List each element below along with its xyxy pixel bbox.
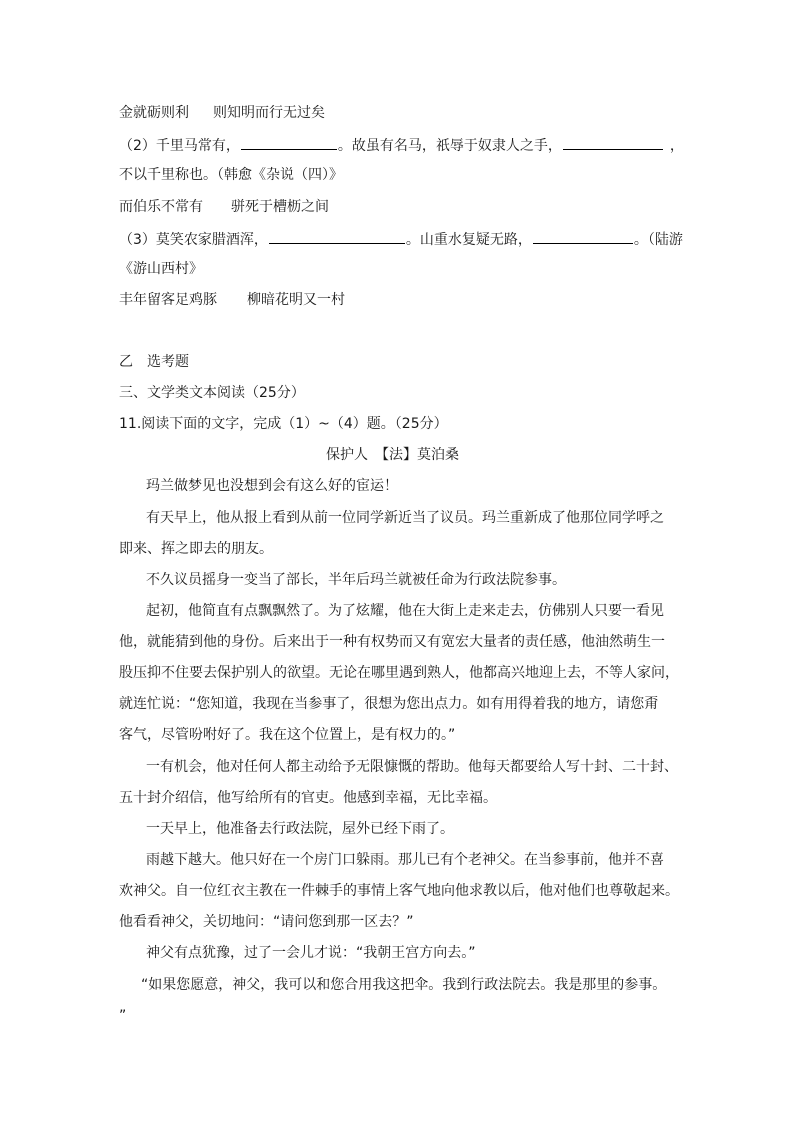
story-paragraph: ” <box>119 1008 127 1024</box>
answer-text: 丰年留客足鸡豚 <box>119 292 217 308</box>
story-paragraph: 客气，尽管吩咐好了。我在这个位置上，是有权力的。” <box>119 727 456 743</box>
story-paragraph: 不久议员摇身一变当了部长，半年后玛兰就被任命为行政法院参事。 <box>146 572 566 588</box>
answer-text: 则知明而行无过矣 <box>213 105 325 121</box>
story-paragraph: 就连忙说：“您知道，我现在当参事了，很想为您出点力。如有用得着我的地方，请您甭 <box>119 696 659 712</box>
story-paragraph: 五十封介绍信，他写给所有的官吏。他感到幸福，无比幸福。 <box>119 790 497 806</box>
blank-field[interactable] <box>563 134 663 150</box>
story-paragraph: 一天早上，他准备去行政法院，屋外已经下雨了。 <box>146 821 454 837</box>
answer-line-2 <box>119 197 329 217</box>
story-paragraph: “如果您愿意，神父，我可以和您合用我这把伞。我到行政法院去。我是那里的参事。 <box>141 977 667 993</box>
question-number: （2） <box>119 138 156 154</box>
story-paragraph: 欢神父。自一位红衣主教在一件棘手的事情上客气地向他求教以后，他对他们也尊敬起来。 <box>119 883 679 899</box>
blank-field[interactable] <box>241 134 337 150</box>
answer-line-3 <box>119 290 345 310</box>
question-prompt: 11.阅读下面的文字，完成（1）~（4）题。（25分） <box>119 416 448 432</box>
answer-line-1 <box>119 103 325 123</box>
question-text: 不以千里称也。（韩愈《杂说（四）》 <box>119 167 343 183</box>
blank-field[interactable] <box>269 228 405 244</box>
question-2-line-2 <box>119 165 343 185</box>
blank-field[interactable] <box>533 228 633 244</box>
story-paragraph: 他，就能猜到他的身份。后来出于一种有权势而又有宽宏大量者的责任感，他油然萌生一 <box>119 634 665 650</box>
story-paragraph: 股压抑不住要去保护别人的欲望。无论在哪里遇到熟人，他都高兴地迎上去，不等人家问， <box>119 665 679 681</box>
answer-text: 而伯乐不常有 <box>119 199 203 215</box>
question-number: （3） <box>119 232 156 248</box>
question-text: ， <box>669 138 684 154</box>
question-3-line-2 <box>119 259 203 279</box>
question-text: 。故虽有名马，祇辱于奴隶人之手， <box>337 138 562 154</box>
question-text: 。山重水复疑无路， <box>405 232 532 248</box>
story-paragraph: 起初，他简直有点飘飘然了。为了炫耀，他在大街上走来走去，仿佛别人只要一看见 <box>146 603 664 619</box>
question-text: 千里马常有， <box>155 138 240 154</box>
question-text: 《游山西村》 <box>119 261 203 277</box>
answer-text: 骈死于槽枥之间 <box>231 199 329 215</box>
story-paragraph: 有天早上，他从报上看到从前一位同学新近当了议员。玛兰重新成了他那位同学呼之 <box>146 510 664 526</box>
story-paragraph: 他看看神父，关切地问：“请问您到那一区去？” <box>119 914 414 930</box>
section-heading: 三、文学类文本阅读（25分） <box>119 385 305 401</box>
story-title: 保护人 【法】莫泊桑 <box>326 447 459 463</box>
question-2-line-1 <box>119 134 684 156</box>
story-paragraph: 雨越下越大。他只好在一个房门口躲雨。那儿已有个老神父。在当参事前，他并不喜 <box>146 852 664 868</box>
question-text: 莫笑农家腊酒浑， <box>155 232 268 248</box>
question-text: 。（陆游 <box>633 232 683 248</box>
answer-text: 金就砺则利 <box>119 105 189 121</box>
story-paragraph: 即来、挥之即去的朋友。 <box>119 541 273 557</box>
story-paragraph: 一有机会，他对任何人都主动给予无限慷慨的帮助。他每天都要给人写十封、二十封、 <box>146 759 678 775</box>
story-paragraph: 神父有点犹豫，过了一会儿才说：“我朝王宫方向去。” <box>146 945 476 961</box>
question-3-line-1 <box>119 228 683 250</box>
answer-text: 柳暗花明又一村 <box>247 292 345 308</box>
story-paragraph: 玛兰做梦见也没想到会有这么好的宦运！ <box>146 478 398 494</box>
elective-label: 乙 选考题 <box>119 354 189 370</box>
